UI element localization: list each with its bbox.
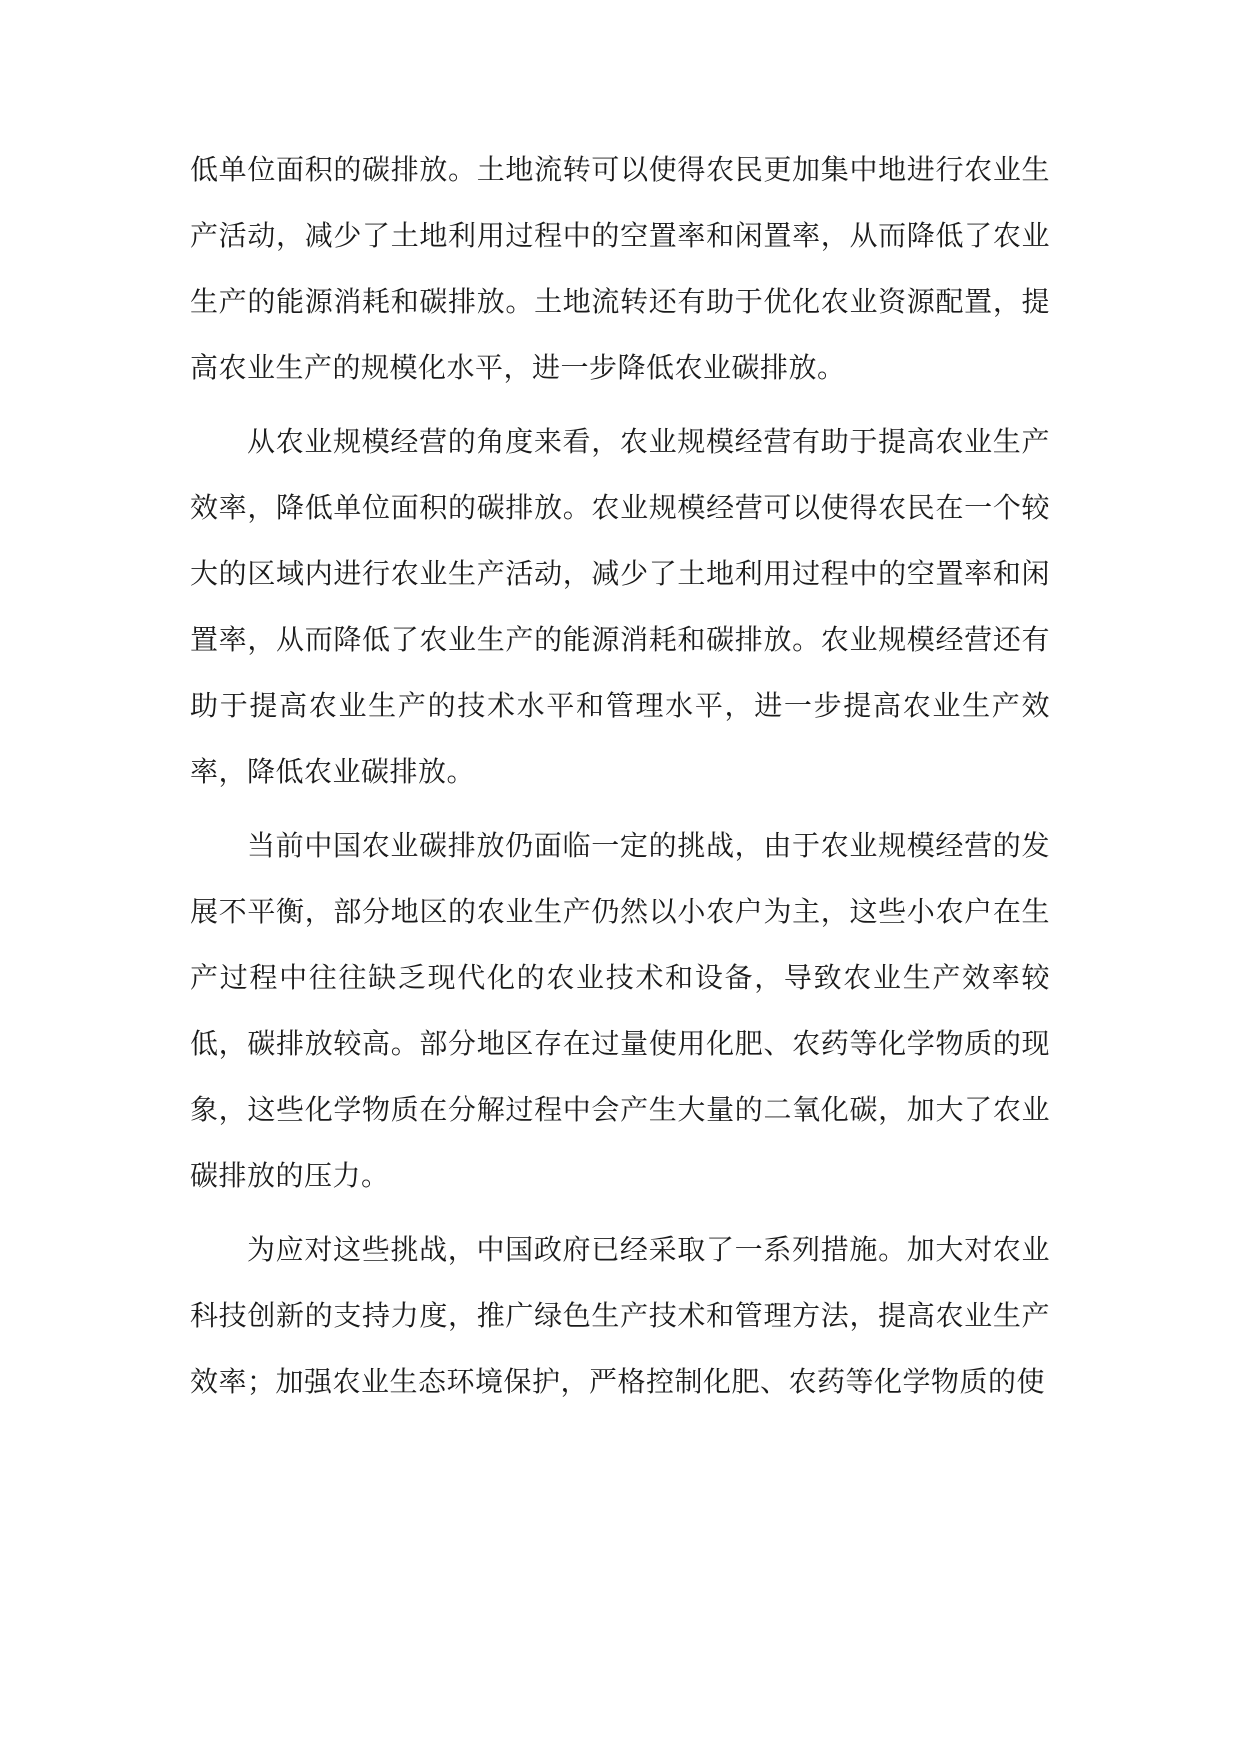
body-text [190,137,1050,1415]
paragraph-measures: 为应对这些挑战，中国政府已经采取了一系列措施。加大对农业科技创新的支持力度，推广绿色生产技术和管理方法，提高农业生产效率；加强农业生态环境保护，严格控制化肥、农药等化学物质的使 [190,1233,1050,1398]
paragraph-scale-operation: 从农业规模经营的角度来看，农业规模经营有助于提高农业生产效率，降低单位面积的碳排放。农业规模经营可以使得农民在一个较大的区域内进行农业生产活动，减少了土地利用过程中的空置率和闲置率，从而降低了农业生产的能源消耗和碳排放。农业规模经营还有助于提高农业生产的技术水平和管理水平，进一步提高农业生产效率，降低农业碳排放。 [190,425,1050,788]
paragraph-continued: 低单位面积的碳排放。土地流转可以使得农民更加集中地进行农业生产活动，减少了土地利用过程中的空置率和闲置率，从而降低了农业生产的能源消耗和碳排放。土地流转还有助于优化农业资源配置，提高农业生产的规模化水平，进一步降低农业碳排放。 [190,153,1050,384]
paragraph-challenges: 当前中国农业碳排放仍面临一定的挑战，由于农业规模经营的发展不平衡，部分地区的农业生产仍然以小农户为主，这些小农户在生产过程中往往缺乏现代化的农业技术和设备，导致农业生产效率较低，碳排放较高。部分地区存在过量使用化肥、农药等化学物质的现象，这些化学物质在分解过程中会产生大量的二氧化碳，加大了农业碳排放的压力。 [190,829,1050,1192]
